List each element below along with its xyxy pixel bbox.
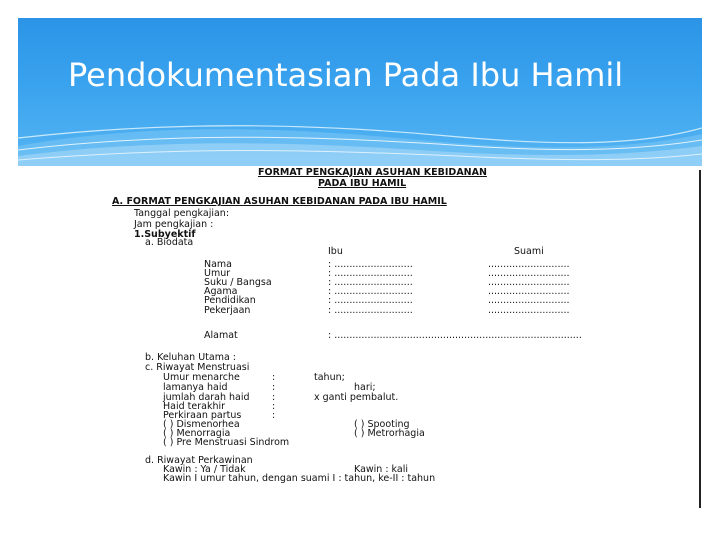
haid-terakhir-label: Haid terakhir: [163, 401, 226, 412]
bio-suami-value: ...........................: [488, 259, 570, 270]
slide-title: Pendokumentasian Pada Ibu Hamil: [68, 56, 624, 94]
riwayat-perkawinan: d. Riwayat Perkawinan: [145, 455, 253, 466]
bio-label: Pendidikan: [204, 295, 256, 306]
column-suami: Suami: [514, 246, 544, 257]
jumlah-darah-colon: :: [272, 392, 276, 403]
bio-suami-value: ...........................: [488, 268, 570, 279]
section-a-heading: A. FORMAT PENGKAJIAN ASUHAN KEBIDANAN PADA IBU HAMIL: [112, 196, 447, 207]
document-border: [699, 170, 701, 508]
doc-heading-line1: FORMAT PENGKAJIAN ASUHAN KEBIDANAN: [258, 167, 487, 178]
bio-suami-value: ...........................: [488, 277, 570, 288]
bio-label: Agama: [204, 286, 238, 297]
kawin-kali: Kawin : kali: [354, 464, 408, 475]
alamat-value: : ..................................................................................: [328, 330, 582, 341]
lama-haid-value: hari;: [354, 382, 376, 393]
tanggal-pengkajian: Tanggal pengkajian:: [134, 208, 230, 219]
perkiraan-partus-label: Perkiraan partus: [163, 410, 242, 421]
option-metrorhagia: ( ) Metrorhagia: [354, 428, 425, 439]
lama-haid-colon: :: [272, 382, 276, 393]
lama-haid-label: lamanya haid: [163, 382, 228, 393]
title-banner: [18, 18, 702, 168]
option-dismenorhea: ( ) Dismenorhea: [163, 419, 240, 430]
jumlah-darah-label: jumlah darah haid: [163, 392, 250, 403]
bio-label: Umur: [204, 268, 231, 279]
bio-ibu-value: : ..........................: [328, 277, 413, 288]
bio-suami-value: ...........................: [488, 305, 570, 316]
option-menorragia: ( ) Menorragia: [163, 428, 231, 439]
bio-ibu-value: : ..........................: [328, 268, 413, 279]
bio-ibu-value: : ..........................: [328, 305, 413, 316]
bio-label: Nama: [204, 259, 233, 270]
kawin-umur: Kawin I umur tahun, dengan suami I : tahun, ke-II : tahun: [163, 473, 436, 484]
decorative-waves: [18, 116, 702, 168]
option-spooting: ( ) Spooting: [354, 419, 410, 430]
menarche-colon: :: [272, 372, 276, 383]
bio-ibu-value: : ..........................: [328, 295, 413, 306]
bio-label: Suku / Bangsa: [204, 277, 272, 288]
subyektif-heading: 1.Subyektif: [134, 229, 196, 240]
jam-pengkajian: Jam pengkajian :: [134, 219, 214, 230]
jumlah-darah-value: x ganti pembalut.: [314, 392, 399, 403]
perkiraan-partus-colon: :: [272, 410, 276, 421]
bio-ibu-value: : ..........................: [328, 286, 413, 297]
alamat-label: Alamat: [204, 330, 238, 341]
doc-heading-line2: PADA IBU HAMIL: [318, 178, 407, 189]
biodata-heading: a. Biodata: [145, 237, 194, 248]
option-pms: ( ) Pre Menstruasi Sindrom: [163, 437, 290, 448]
keluhan-utama: b. Keluhan Utama :: [145, 352, 237, 363]
haid-terakhir-colon: :: [272, 401, 276, 412]
menarche-label: Umur menarche: [163, 372, 240, 383]
bio-label: Pekerjaan: [204, 305, 251, 316]
menarche-value: tahun;: [314, 372, 345, 383]
column-ibu: Ibu: [328, 246, 343, 257]
kawin-ya-tidak: Kawin : Ya / Tidak: [163, 464, 246, 475]
riwayat-menstruasi: c. Riwayat Menstruasi: [145, 362, 250, 373]
bio-suami-value: ...........................: [488, 286, 570, 297]
bio-suami-value: ...........................: [488, 295, 570, 306]
bio-ibu-value: : ..........................: [328, 259, 413, 270]
